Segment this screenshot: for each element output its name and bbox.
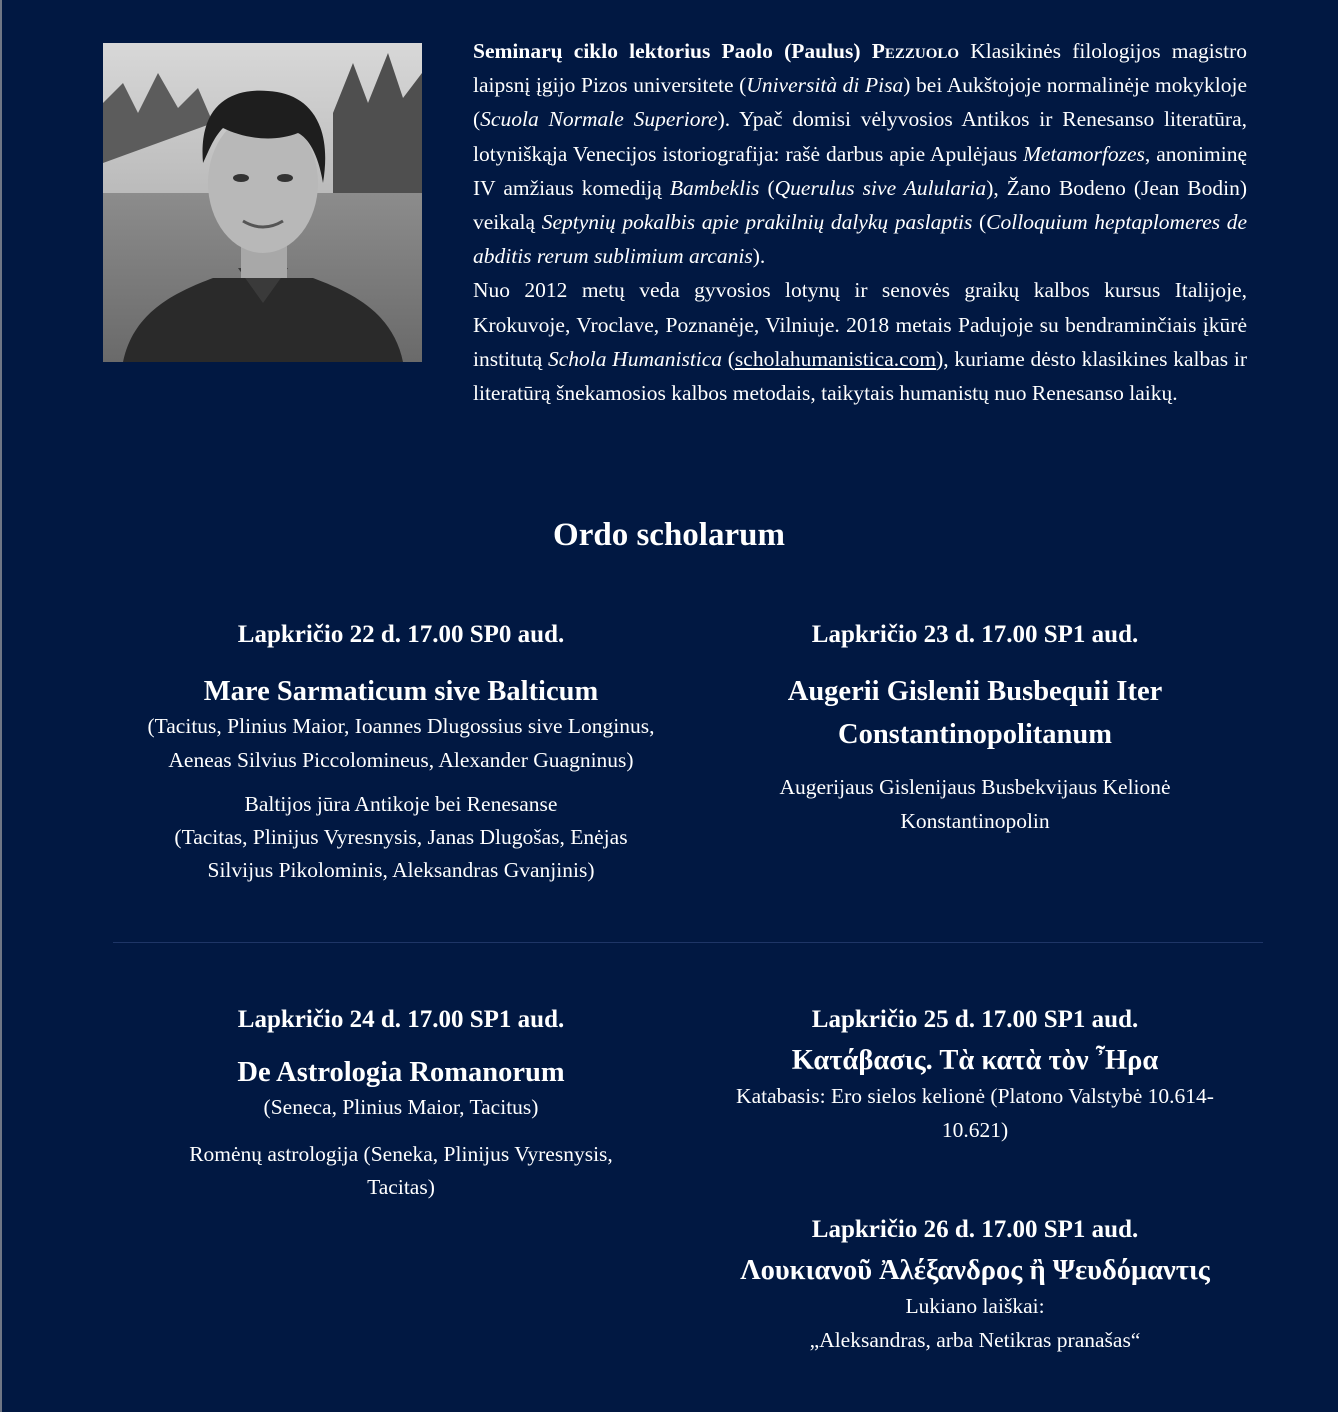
event-title: Augerii Gislenii Busbequii Iter Constantinopolitanum	[787, 676, 1163, 750]
event-title-lt: Augerijaus Gislenijaus Busbekvijaus Kelionė Konstantinopolin	[779, 775, 1171, 833]
event-date: Lapkričio 24 d. 17.00 SP1 aud.	[237, 1006, 565, 1033]
bio-text: (	[759, 175, 775, 200]
bio-text: ). Ypač domisi vėlyvosios Antikos ir Renesanso literatūra, lotyniškąja Venecijos istoriografija: rašė darbus apie Apulėjaus	[473, 107, 1247, 166]
bio-text: ) bei Aukštojoje normalinėje mokykloje (	[473, 73, 1247, 132]
event-authors-la: (Tacitus, Plinius Maior, Ioannes Dlugossius sive Longinus, Aeneas Silvius Piccolomineus, Alexander Guagninus)	[147, 714, 655, 772]
event-authors-la: (Seneca, Plinius Maior, Tacitus)	[263, 1095, 539, 1119]
event-date: Lapkričio 25 d. 17.00 SP1 aud.	[811, 1006, 1139, 1033]
event-nov-24	[125, 1004, 677, 1204]
section-title: Ordo scholarum	[553, 517, 785, 553]
lecturer-bio	[97, 34, 1247, 410]
bio-lead: Seminarų ciklo lektorius Paolo (Paulus)	[473, 39, 872, 63]
bio-text: , anoniminę IV amžiaus komediją	[473, 141, 1247, 200]
page-left-border	[0, 0, 2, 1412]
event-date: Lapkričio 26 d. 17.00 SP1 aud.	[811, 1216, 1139, 1243]
event-title: De Astrologia Romanorum	[237, 1057, 565, 1088]
event-nov-26	[705, 1214, 1245, 1357]
bio-italic: Bambeklis	[669, 175, 760, 200]
bio-italic: Scuola Normale Superiore	[480, 107, 718, 132]
bio-text: (	[972, 210, 987, 235]
bio-text: Nuo 2012 metų veda gyvosios lotynų ir senovės graikų kalbos kursus Italijoje, Krokuvoje, Vroclave, Poznanėje, Vilniuje. 2018 metais Padujoje su bendraminčiais įkūrė institutą	[473, 278, 1247, 371]
event-title-lt: Katabasis: Ero sielos kelionė (Platono Valstybė 10.614-10.621)	[736, 1084, 1214, 1142]
bio-italic: Septynių pokalbis apie prakilnių dalykų paslaptis	[541, 210, 973, 235]
schola-humanistica-link[interactable]: scholahumanistica.com	[734, 346, 937, 371]
bio-italic: Colloquium heptaplomeres de abditis rerum sublimium arcanis	[473, 210, 1247, 269]
event-nov-22	[125, 619, 677, 887]
event-nov-23	[715, 619, 1235, 838]
bio-surname: Pezzuolo	[871, 39, 960, 63]
event-title-lt: Baltijos jūra Antikoje bei Renesanse	[244, 792, 558, 816]
bio-text: ), kuriame dėsto klasikines kalbas ir literatūrą šnekamosios kalbos metodais, taikytais humanistų nuo Renesanso laikų.	[473, 346, 1247, 406]
bio-text: (	[722, 346, 735, 371]
event-date: Lapkričio 22 d. 17.00 SP0 aud.	[237, 621, 565, 648]
bio-italic: Querulus sive Aulularia	[774, 175, 987, 200]
event-date: Lapkričio 23 d. 17.00 SP1 aud.	[811, 621, 1139, 648]
event-title-lt: Romėnų astrologija (Seneka, Plinijus Vyresnysis, Tacitas)	[189, 1142, 613, 1199]
event-title: Λουκιανοῦ Ἀλέξανδρος ἢ Ψευδόμαντις	[740, 1255, 1210, 1286]
event-title-lt: Lukiano laiškai:	[905, 1294, 1045, 1318]
event-nov-25	[705, 1004, 1245, 1147]
bio-italic: Metamorfozes	[1023, 141, 1145, 166]
event-title: Mare Sarmaticum sive Balticum	[203, 676, 599, 707]
bio-italic: Università di Pisa	[746, 73, 904, 98]
bio-italic: Schola Humanistica	[547, 346, 723, 371]
event-title: Κατάβασις. Τὰ κατὰ τὸν Ἦρα	[791, 1045, 1159, 1076]
bio-text: Klasikinės filologijos magistro laipsnį įgijo Pizos universitete (	[473, 39, 1248, 98]
bio-text: ), Žano Bodeno (Jean Bodin) veikalą	[473, 175, 1248, 235]
section-divider	[113, 942, 1263, 943]
bio-text: ).	[752, 244, 766, 269]
event-subtitle-lt: „Aleksandras, arba Netikras pranašas“	[809, 1328, 1141, 1352]
event-authors-lt: (Tacitas, Plinijus Vyresnysis, Janas Dlugošas, Enėjas Silvijus Pikolominis, Aleksandras Gvanjinis)	[174, 825, 628, 882]
